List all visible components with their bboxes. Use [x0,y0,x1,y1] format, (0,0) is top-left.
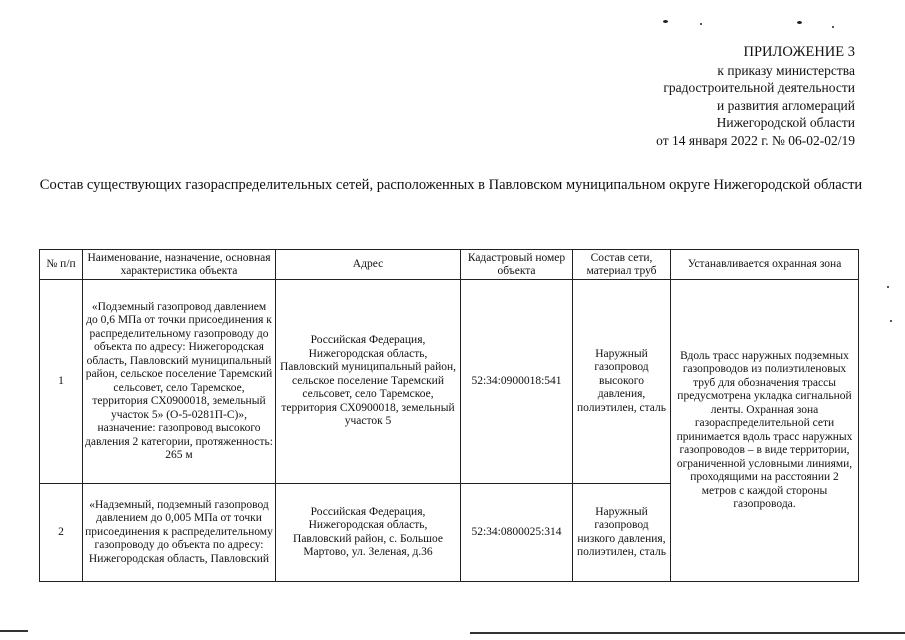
object-address: Российская Федерация, Нижегородская область, Павловский муниципальный район, сельское поселение Таремский сельсовет, село Таремское, территория СХ0900018, земельный участок 5 [276,280,461,484]
scan-speck [663,20,668,23]
object-description: «Подземный газопровод давлением до 0,6 МПа от точки присоединения к распределительному газопроводу до объекта по адресу: Нижегородская область, Павловский муниципальный район, сельское поселение Таремский сельсовет, село Таремское, территория СХ0900018, земельный участок 5» (О-5-0281П-С)», назначение: газопровод высокого давления 2 категории, протяженность: 265 м [83,280,276,484]
cadastral-number: 52:34:0800025:314 [461,484,573,582]
column-header-protection-zone: Устанавливается охранная зона [671,250,859,280]
column-header-number: № п/п [40,250,83,280]
protection-zone-text: Вдоль трасс наружных подземных газопроводов из полиэтиленовых труб для обозначения трассы предусмотрена укладка сигнальной ленты. Охранная зона газораспределительной сети принимается вдоль трасс наружных газопроводов – в виде территории, ограниченной условными линиями, проходящими на расстоянии 2 метров с каждой стороны газопровода. [671,280,859,582]
header-line: градостроительной деятельности [663,80,855,95]
document-title: Состав существующих газораспределительных сетей, расположенных в Павловском муниципальном округе Нижегородской области [39,177,863,193]
object-description: «Надземный, подземный газопровод давлением до 0,005 МПа от точки присоединения к распределительному газопроводу до объекта по адресу: Нижегородская область, Павловский [83,484,276,582]
column-header-cadastral: Кадастровый номер объекта [461,250,573,280]
page-edge-line [470,632,905,634]
table-header-row [40,250,859,280]
row-number: 2 [40,484,83,582]
column-header-network: Состав сети, материал труб [573,250,671,280]
header-line: Нижегородской области [716,115,855,130]
scan-speck [832,26,834,28]
order-date-number: от 14 января 2022 г. № 06-02-02/19 [656,132,855,148]
cadastral-number: 52:34:0900018:541 [461,280,573,484]
scan-speck [890,320,892,322]
gas-network-table [39,249,859,582]
object-address: Российская Федерация, Нижегородская область, Павловский район, с. Большое Мартово, ул. Зеленая, д.36 [276,484,461,582]
appendix-title: ПРИЛОЖЕНИЕ 3 [743,44,855,60]
network-composition: Наружный газопровод высокого давления, полиэтилен, сталь [573,280,671,484]
page-edge-line [0,630,28,632]
scan-speck [797,21,802,24]
table-row [40,280,859,484]
scan-speck [700,23,702,25]
row-number: 1 [40,280,83,484]
appendix-header [535,44,855,149]
scan-speck [887,286,889,288]
header-line: к приказу министерства [717,62,855,78]
column-header-description: Наименование, назначение, основная характеристика объекта [83,250,276,280]
network-composition: Наружный газопровод низкого давления, полиэтилен, сталь [573,484,671,582]
header-line: и развития агломераций [716,97,855,113]
column-header-address: Адрес [276,250,461,280]
